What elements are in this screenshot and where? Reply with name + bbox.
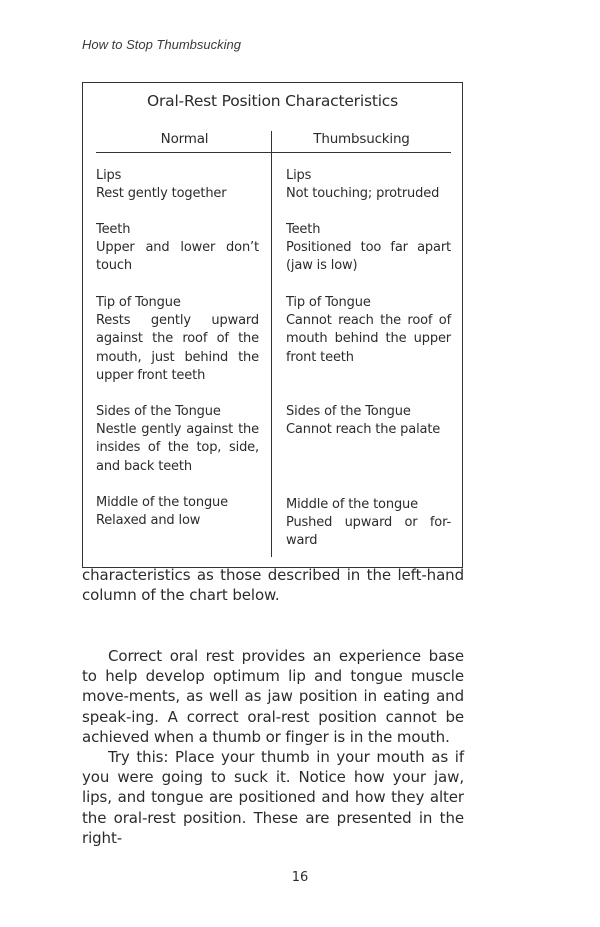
cell-normal-middle-of-tongue	[96, 494, 259, 530]
cell-desc: Rest gently together	[96, 186, 227, 202]
column-divider	[271, 131, 272, 557]
cell-thumbsucking-teeth	[286, 221, 451, 276]
cell-desc: Not touching; protruded	[286, 186, 440, 202]
cell-desc: Relaxed and low	[96, 513, 201, 529]
header-rule	[96, 152, 451, 153]
cell-thumbsucking-tip-of-tongue	[286, 294, 451, 367]
paragraph-text: characteristics as those described in the left-hand column of the chart below.	[82, 566, 464, 605]
cell-label: Lips	[286, 168, 312, 183]
cell-label: Teeth	[286, 222, 321, 237]
running-head: How to Stop Thumbsucking	[82, 37, 241, 52]
cell-label: Tip of Tongue	[286, 295, 371, 310]
cell-desc: Upper and lower don’t touch	[96, 240, 259, 274]
overlap-paragraph	[82, 565, 464, 605]
cell-thumbsucking-sides-of-tongue	[286, 403, 451, 439]
column-header-thumbsucking: Thumbsucking	[313, 131, 410, 147]
cell-desc: Positioned too far apart (jaw is low)	[286, 240, 451, 274]
cell-desc: Cannot reach the palate	[286, 422, 441, 438]
cell-normal-tip-of-tongue	[96, 294, 259, 385]
cell-label: Lips	[96, 168, 122, 183]
cell-label: Middle of the tongue	[286, 497, 418, 512]
cell-normal-teeth	[96, 221, 259, 276]
cell-label: Teeth	[96, 222, 131, 237]
cell-normal-sides-of-tongue	[96, 403, 259, 476]
cell-thumbsucking-middle-of-tongue	[286, 496, 451, 551]
cell-label: Middle of the tongue	[96, 495, 228, 510]
page-number: 16	[291, 870, 309, 885]
paragraph-2: Try this: Place your thumb in your mouth as if you were going to suck it. Notice how your jaw, lips, and tongue are positioned and how they alter the oral-rest position. These are presented in the right-	[82, 748, 464, 847]
body-paragraphs	[82, 646, 464, 848]
paragraph-1: Correct oral rest provides an experience base to help develop optimum lip and tongue muscle move-ments, as well as jaw position in eating and speak-ing. A correct oral-rest position cannot be achieved when a thumb or finger is in the mouth.	[82, 647, 464, 746]
cell-desc: Cannot reach the roof of mouth behind the upper front teeth	[286, 313, 451, 365]
cell-desc: Nestle gently against the insides of the top, side, and back teeth	[96, 422, 259, 474]
oral-rest-chart	[82, 82, 463, 568]
cell-label: Sides of the Tongue	[96, 404, 221, 419]
chart-title: Oral-Rest Position Characteristics	[146, 92, 399, 110]
cell-desc: Rests gently upward against the roof of the mouth, just behind the upper front teeth	[96, 313, 259, 383]
cell-normal-lips	[96, 167, 259, 203]
cell-desc: Pushed upward or for-ward	[286, 515, 451, 549]
cell-label: Tip of Tongue	[96, 295, 181, 310]
column-header-normal: Normal	[160, 131, 209, 147]
cell-label: Sides of the Tongue	[286, 404, 411, 419]
cell-thumbsucking-lips	[286, 167, 451, 203]
